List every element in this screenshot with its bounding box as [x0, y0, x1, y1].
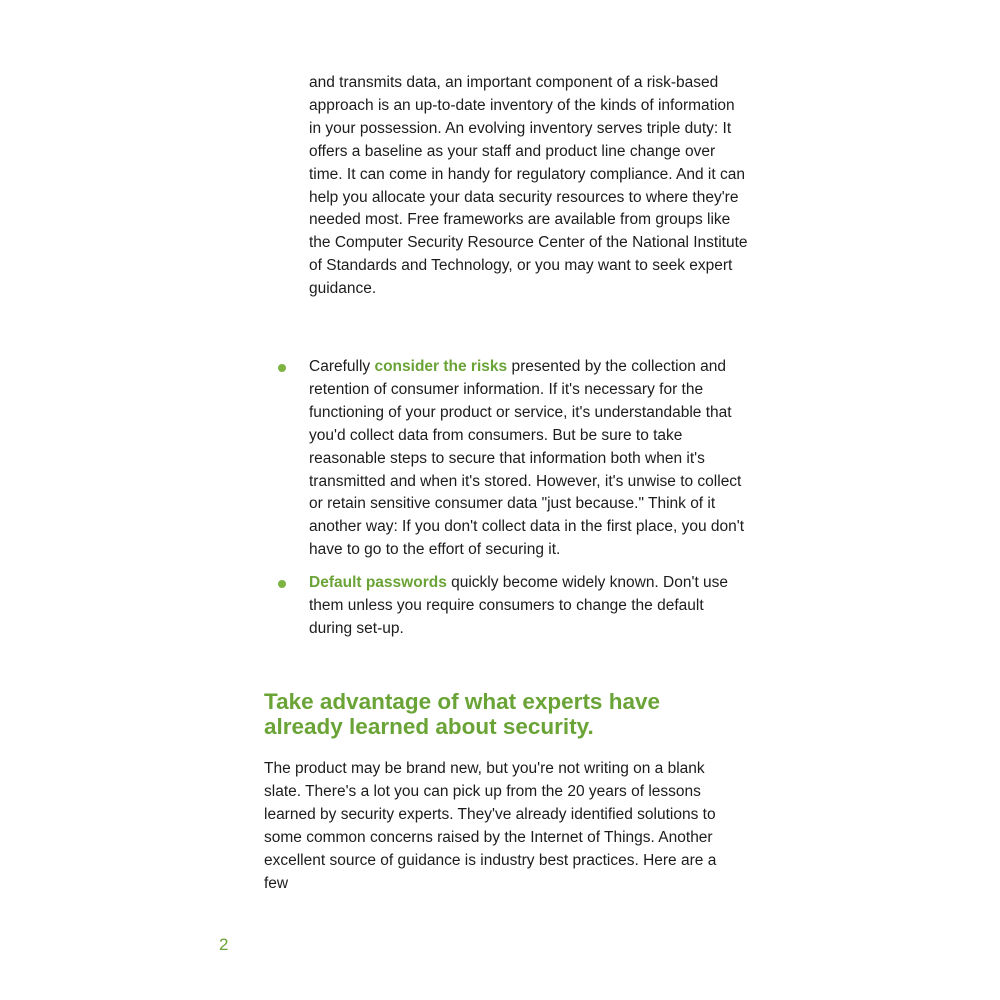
- page-number: 2: [219, 935, 229, 954]
- bullet-text-after: presented by the collection and retention of consumer information. If it's necessary for the functioning of your product or service, it's understandable that you'd collect data from consumers. But be sure to take reasonable steps to secure that information both when it's transmitted and when it's stored. However, it's unwise to collect or retain sensitive consumer data "just because." Think of it another way: If you don't collect data in the first place, you don't have to go to the effort of securing it.: [309, 358, 745, 559]
- bullet-item-consider-risks: [309, 356, 749, 562]
- bullet-dot-icon: [278, 364, 286, 372]
- bullet-list: [309, 356, 749, 651]
- bullet-text-after: quickly become widely known. Don't use them unless you require consumers to change the default during set-up.: [309, 574, 729, 637]
- bullet-dot-icon: [278, 580, 286, 588]
- bullet-item-default-passwords: [309, 572, 749, 641]
- section-heading: Take advantage of what experts have already learned about security.: [264, 689, 660, 739]
- bullet-keyword: consider the risks: [374, 358, 508, 375]
- bullet-text-before: Carefully: [309, 358, 375, 375]
- bullet-keyword: Default passwords: [309, 574, 447, 592]
- section-body: The product may be brand new, but you're not writing on a blank slate. There's a lot you can pick up from the 20 years of lessons learned by security experts. They've already identified solutions to some common concerns raised by the Internet of Things. Another excellent source of guidance is industry best practices. Here are a few: [264, 760, 717, 892]
- continued-paragraph: and transmits data, an important component of a risk-based approach is an up-to-date inventory of the kinds of information in your possession. An evolving inventory serves triple duty: It offers a baseline as your staff and product line change over time. It can come in handy for regulatory compliance. And it can help you allocate your data security resources to where they're needed most. Free frameworks are available from groups like the Computer Security Resource Center of the National Institute of Standards and Technology, or you may want to seek expert guidance.: [309, 74, 748, 298]
